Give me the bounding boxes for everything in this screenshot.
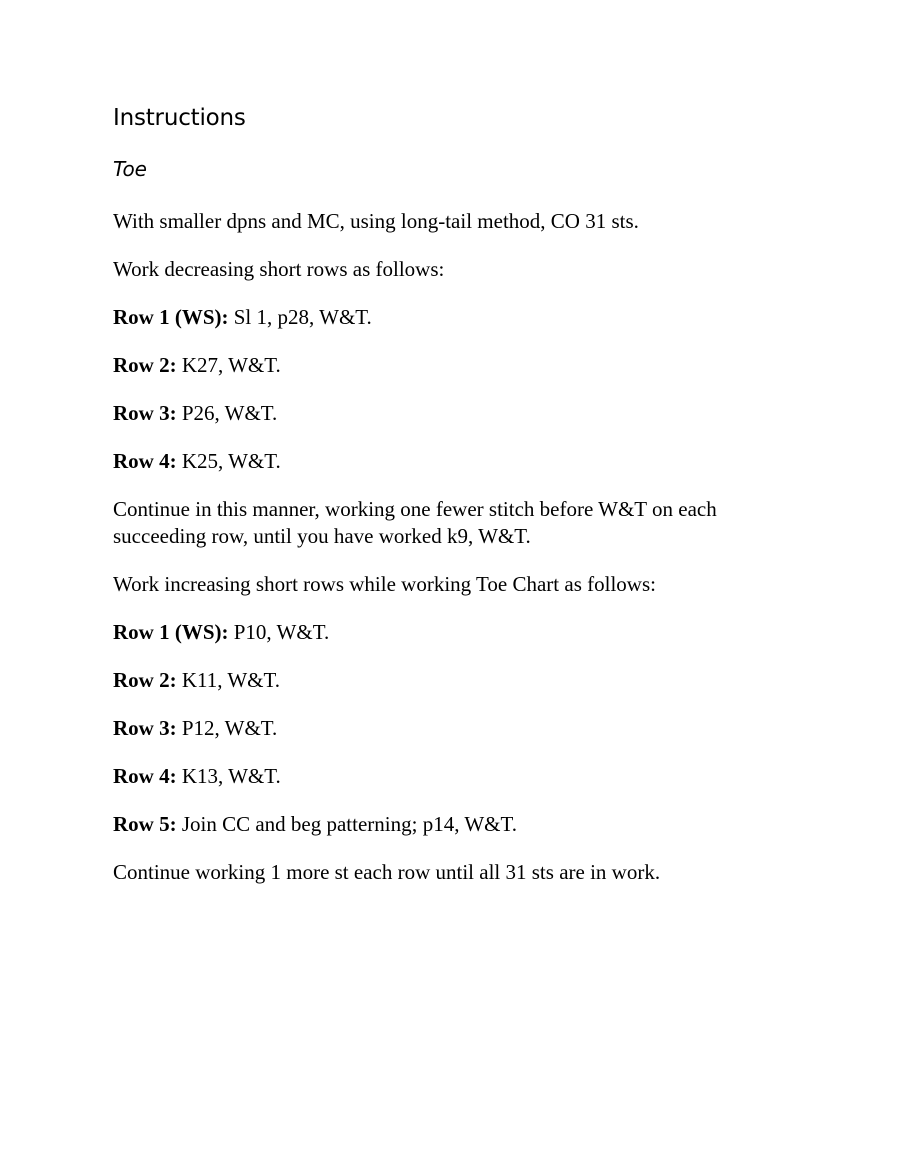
paragraph-dec-row-1 [113, 304, 793, 331]
paragraph-dec-row-3 [113, 400, 793, 427]
paragraph-label: Row 1 (WS): [113, 305, 229, 329]
paragraph-dec-row-2 [113, 352, 793, 379]
paragraph-inc-row-5 [113, 811, 793, 838]
paragraph-label: Row 2: [113, 668, 177, 692]
paragraph-label: Row 3: [113, 716, 177, 740]
paragraph-label: Row 2: [113, 353, 177, 377]
paragraph-text: P10, W&T. [228, 620, 330, 644]
paragraph-continue-decreasing [113, 496, 793, 550]
paragraph-text: With smaller dpns and MC, using long-tail method, CO 31 sts. [113, 209, 639, 233]
paragraph-text: Sl 1, p28, W&T. [228, 305, 372, 329]
paragraph-text: P26, W&T. [176, 401, 278, 425]
paragraph-label: Row 4: [113, 449, 177, 473]
paragraph-inc-row-1 [113, 619, 793, 646]
paragraph-inc-row-4 [113, 763, 793, 790]
paragraph-decreasing-intro [113, 256, 793, 283]
paragraph-increasing-intro [113, 571, 793, 598]
paragraph-label: Row 1 (WS): [113, 620, 229, 644]
paragraph-continue-increasing [113, 859, 793, 886]
paragraph-text: Work increasing short rows while working Toe Chart as follows: [113, 572, 656, 596]
paragraph-label: Row 4: [113, 764, 177, 788]
paragraph-text: Work decreasing short rows as follows: [113, 257, 445, 281]
document-page [113, 100, 793, 886]
paragraph-text: P12, W&T. [176, 716, 278, 740]
paragraph-text: Join CC and beg patterning; p14, W&T. [176, 812, 518, 836]
paragraph-text: K25, W&T. [176, 449, 281, 473]
paragraph-text: Continue working 1 more st each row until all 31 sts are in work. [113, 860, 661, 884]
subsection-title: Toe [113, 157, 147, 181]
section-title: Instructions [113, 105, 246, 131]
paragraph-cast-on [113, 208, 793, 235]
paragraph-text: K13, W&T. [176, 764, 281, 788]
paragraph-label: Row 3: [113, 401, 177, 425]
paragraph-label: Row 5: [113, 812, 177, 836]
paragraph-text: K11, W&T. [176, 668, 281, 692]
paragraph-inc-row-3 [113, 715, 793, 742]
paragraph-text: Continue in this manner, working one fewer stitch before W&T on each succeeding row, until you have worked k9, W&T. [113, 497, 717, 548]
paragraph-inc-row-2 [113, 667, 793, 694]
paragraph-dec-row-4 [113, 448, 793, 475]
paragraph-text: K27, W&T. [176, 353, 281, 377]
